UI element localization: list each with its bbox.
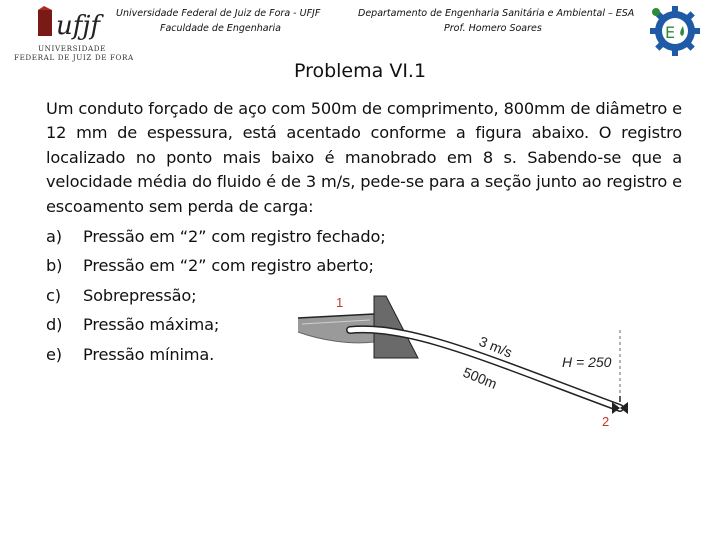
item-label: d) bbox=[46, 315, 63, 335]
point-2-label: 2 bbox=[602, 414, 610, 429]
item-text: Pressão em “2” com registro fechado; bbox=[83, 227, 386, 246]
leaf-icon bbox=[652, 8, 660, 16]
ufjf-emblem bbox=[8, 4, 120, 44]
height-label: H = 250 bbox=[562, 354, 612, 370]
item-label: a) bbox=[46, 227, 62, 246]
item-text: Sobrepressão; bbox=[83, 285, 197, 305]
length-label: 500m bbox=[460, 363, 500, 392]
ufjf-logo bbox=[8, 4, 134, 64]
department-name: Departamento de Engenharia Sanitária e Ambiental – ESA bbox=[358, 8, 635, 19]
esa-mark: E bbox=[665, 23, 676, 42]
item-label: c) bbox=[46, 285, 61, 305]
point-1-label: 1 bbox=[336, 295, 344, 310]
ufjf-line2: FEDERAL DE JUIZ DE FORA bbox=[14, 53, 134, 62]
problem-statement: Um conduto forçado de aço com 500m de comprimento, 800mm de diâmetro e 12 mm de espessura, está acentado conforme a figura abaixo. O registro localizado no ponto mais baixo é manobrado em 8 s. Sabendo-se que a velocidade média do fluido é de 3 m/s, pede-se para a seção junto ao registro e escoamento sem perda de carga: bbox=[46, 99, 682, 216]
ufjf-mark: ufjf bbox=[56, 11, 101, 41]
esa-logo bbox=[648, 4, 702, 58]
page-title: Problema VI.1 bbox=[293, 60, 427, 82]
item-text: Pressão mínima. bbox=[83, 344, 215, 364]
velocity-label: 3 m/s bbox=[476, 332, 515, 361]
ufjf-line1: UNIVERSIDADE bbox=[38, 44, 106, 53]
list-item bbox=[46, 254, 386, 283]
university-name: Universidade Federal de Juiz de Fora - UFJF bbox=[116, 8, 321, 19]
item-label: b) bbox=[46, 256, 63, 276]
faculty-name: Faculdade de Engenharia bbox=[160, 23, 281, 34]
list-item bbox=[46, 225, 386, 254]
item-label: e) bbox=[46, 344, 62, 364]
item-text: Pressão em “2” com registro aberto; bbox=[83, 256, 374, 276]
item-text: Pressão máxima; bbox=[83, 315, 220, 335]
professor-name: Prof. Homero Soares bbox=[444, 23, 542, 34]
pipeline-figure bbox=[290, 290, 640, 440]
